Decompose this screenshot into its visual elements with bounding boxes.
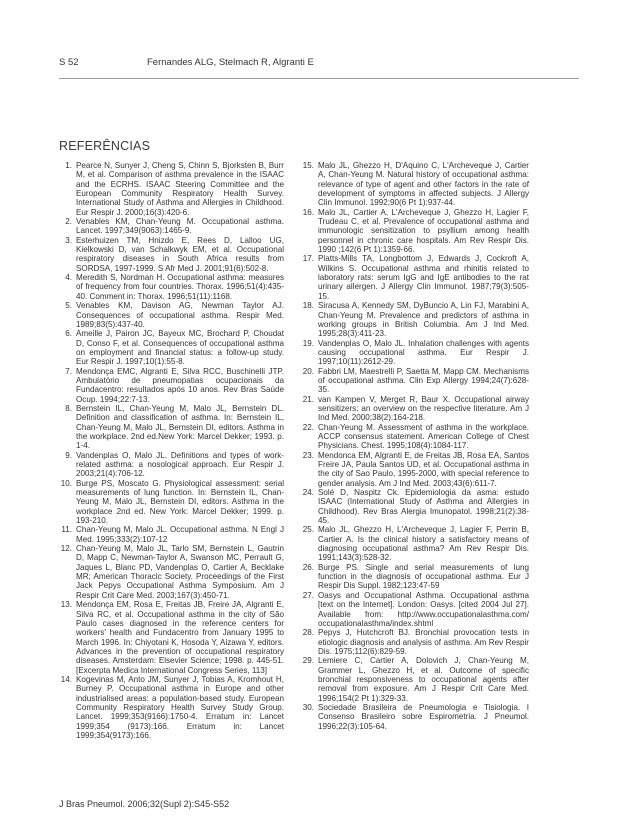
references-left-column [60,161,284,740]
reference-item [302,628,529,656]
reference-text: Fabbri LM, Maestrelli P, Saetta M, Mapp CM. Mechanisms of occupational asthma. Clin Exp Allergy 1994;24(7):628-35. [318,366,529,395]
reference-item [302,451,529,488]
reference-number: 23. [302,450,314,460]
reference-text: Sociedade Brasileira de Pneumologia e Tisiologia. I Consenso Brasileiro sobre Espirometria. J Pneumol. 1996;22(3):105-64. [318,702,529,731]
reference-number: 1. [65,161,72,170]
reference-item [302,703,529,731]
reference-text: Chan-Yeung M, Malo JL, Tarlo SM, Bernstein L, Gautrin D, Mapp C, Newman-Taylor A, Swanson MC, Perrault G, Jaques L, Blanc PD, Vandenplas O, Cartier A, Becklake MR; American Thoracic Society. Proceedings of the First Jack Pepys Occupational Asthma Symposium. Am J Respir Crit Care Med. 2003;167(3):450-71. [76,544,284,600]
reference-text: Mendonça EMC, Algranti E, Silva RCC, Buschinelli JTP. Ambulatório de pneumopatias ocupacionais da Fundacentro: resultados após 10 anos. Rev Bras Saúde Ocup. 1994;22:7-13. [76,366,284,404]
reference-item [60,600,284,675]
reference-text: Malo JL, Ghezzo H, D'Aquino C, L'Archeveque J, Cartier A, Chan-Yeung M. Natural history of occupational asthma: relevance of type of agent and other factors in the rate of development of symptoms in affected subjects. J Allergy Clin Immunol. 1992;90(6 Pt 1):937-44. [318,161,529,208]
reference-number: 2. [65,217,72,227]
reference-text: Solé D, Naspitz Ck. Epidemiologia da asma: estudo ISAAC (International Study of Asthma and Allergies in Childhood). Rev Bras Alergia Imunopatol. 1998;21(2):38-45. [318,488,529,526]
reference-text: Chan-Yeung M. Assessment of asthma in the workplace. ACCP consensus statement. American College of Chest Physicians. Chest. 1995;108(4):1084-117. [318,422,529,451]
reference-item [60,329,284,366]
reference-item [60,273,284,301]
reference-number: 28. [302,628,314,638]
reference-text: Bernstein IL, Chan-Yeung M, Malo JL, Bernstein DL. Definition and classification of asthma. In: Bernstein IL, Chan-Yeung M, Malo JL, Bernstein DI, editors. Asthma in the workplace. 2nd ed.New York: Marcel Dekker; 1993. p. 1-4. [76,403,284,451]
journal-citation-footer: J Bras Pneumol. 2006;32(Supl 2):S45-S52 [59,799,230,809]
reference-item [60,367,284,404]
references-right-column [302,161,529,731]
reference-text: Chan-Yeung M, Malo JL. Occupational asthma. N Engl J Med. 1995;333(2):107-12 [76,525,284,544]
page-header [59,57,579,73]
reference-number: 4. [65,273,72,283]
reference-item [60,404,284,451]
reference-text: Ameille J, Pairon JC, Bayeux MC, Brochard P, Choudat D, Conso F, et al. Consequences of occupational asthma on employment and financial status: a follow-up study. Eur Respir J. 1997;10(1):55-8. [76,329,284,367]
running-authors: Fernandes ALG, Stelmach R, Algranti E [147,57,314,68]
reference-item [302,395,529,423]
section-title: REFERÊNCIAS [59,139,151,153]
reference-text: Oasys and Occupational Asthma. Occupational asthma [text on the Internet]. London: Oasys. [cited 2004 Jul 27]. Available from: http://www.occupationalasthma.com/ occupationalasthma/index.shtml [318,590,529,628]
reference-number: 13. [60,600,72,610]
reference-number: 27. [302,590,314,600]
reference-number: 25. [302,525,314,535]
reference-number: 21. [302,394,314,404]
reference-number: 7. [65,366,72,376]
reference-text: Meredith S, Nordman H. Occupational asthma: measures of frequency from four countries. Thorax. 1996;51(4):435-40. Comment in: Thorax. 1996;51(11):1168. [76,273,284,301]
reference-number: 3. [65,235,72,245]
reference-number: 15. [302,161,314,170]
reference-item [302,301,529,338]
reference-item [60,525,284,544]
reference-text: Malo JL, Ghezzo H, L'Archeveque J, Lagier F, Perrin B, Cartier A. Is the clinical history a satisfactory means of diagnosing occupational asthma? Am Rev Respir Dis. 1991;143(3):528-32. [318,525,529,563]
reference-text: Kogevinas M, Anto JM, Sunyer J, Tobias A, Kromhout H, Burney P. Occupational asthma in Europe and other industrialised areas: a population-based study. European Community Respiratory Health Survey Study Group. Lancet. 1999;353(9166):1750-4. Erratum in: Lancet 1999;354 (9173):166. Erratum in: Lancet 1999;354(9173):166. [76,674,284,740]
reference-number: 22. [302,422,314,432]
reference-item [302,208,529,255]
reference-item [60,161,284,217]
reference-item [302,488,529,525]
reference-text: Mendonca EM, Algranti E, de Freitas JB, Rosa EA, Santos Freire JA, Paula Santos UD, et al. Occupational asthma in the city of Sao Paulo, 1995-2000, with special reference to gender analysis. Am J Ind Med. 2003;43(6):611-7. [318,450,529,488]
reference-item [302,367,529,395]
reference-text: Malo JL, Cartier A, L'Archeveque J, Ghezzo H, Lagier F, Trudeau C, et al. Prevalence of occupational asthma and immunologic sensitization to psyllium among health personnel in chronic care hospitals. Am Rev Respir Dis. 1990 ;142(6 Pt 1):1359-66. [318,207,529,255]
reference-number: 16. [302,207,314,217]
reference-number: 17. [302,254,314,264]
reference-text: Venables KM, Chan-Yeung M. Occupational asthma. Lancet. 1997;349(9063):1465-9. [76,217,284,236]
header-divider [59,78,579,79]
reference-number: 6. [65,329,72,339]
reference-number: 12. [60,544,72,554]
reference-item [60,236,284,273]
reference-item [60,301,284,329]
reference-number: 5. [65,301,72,311]
reference-number: 18. [302,301,314,311]
reference-item [302,339,529,367]
reference-text: Burge PS. Single and serial measurements of lung function in the diagnosis of occupational asthma. Eur J Respir Dis Suppl. 1982;123:47-59 [318,562,529,591]
reference-item [60,479,284,526]
reference-number: 8. [65,403,72,413]
reference-text: Platts-Mills TA, Longbottom J, Edwards J, Cockroft A, Wilkins S. Occupational asthma and rhinitis related to laboratory rats: serum IgG and IgE antibodies to the rat urinary allergen. J Allergy Clin Immunol. 1987;79(3):505-15. [318,254,529,301]
reference-item [302,423,529,451]
reference-text: Vandenplas O, Malo JL. Definitions and types of work-related asthma: a nosological approach. Eur Respir J. 2003;21(4):706-12. [76,450,284,479]
reference-number: 29. [302,656,314,666]
page-number: S 52 [59,57,79,68]
reference-item [302,563,529,591]
reference-number: 9. [65,450,72,460]
reference-number: 14. [60,674,72,684]
reference-item [302,525,529,562]
reference-item [302,161,529,208]
reference-text: Esterhuizen TM, Hnizdo E, Rees D, Lalloo UG, Kielkowski D, van Schalkwyk EM, et al. Occupational respiratory diseases in South Africa results from SORDSA, 1997-1999. S Afr Med J. 2001;91(6):502-8. [76,235,284,273]
reference-item [60,451,284,479]
reference-text: van Kampen V, Merget R, Baur X. Occupational airway sensitizers: an overview on the respective literature. Am J Ind Med. 2000;38(2):164-218. [318,394,529,423]
reference-number: 10. [60,478,72,488]
reference-number: 26. [302,562,314,572]
reference-text: Pearce N, Sunyer J, Cheng S, Chinn S, Bjorksten B, Burr M, et al. Comparison of asthma prevalence in the ISAAC and the ECRHS. ISAAC Steering Committee and the European Community Respiratory Health Survey. International Study of Asthma and Allergies in Childhood. Eur Respir J. 2000;16(3):420-6. [76,161,284,217]
reference-item [302,591,529,628]
reference-item [60,544,284,600]
reference-item [60,217,284,236]
reference-text: Venables KM, Davison AG, Newman Taylor AJ. Consequences of occupational asthma. Respir Med. 1989;83(5):437-40. [76,301,284,329]
reference-text: Pepys J, Hutchcroft BJ. Bronchial provocation tests in etiologic diagnosis and analysis of asthma. Am Rev Respir Dis. 1975;112(6):829-59. [318,628,529,656]
reference-number: 11. [61,525,72,535]
reference-number: 20. [302,366,314,376]
reference-text: Lemiere C, Cartier A, Dolovich J, Chan-Yeung M, Grammer L, Ghezzo H, et al. Outcome of specific bronchial responsiveness to occupational agents after removal from exposure. Am J Respir Crit Care Med. 1996;154(2 Pt 1):329-33. [318,656,529,703]
reference-text: Siracusa A, Kennedy SM, DyBuncio A, Lin FJ, Marabini A, Chan-Yeung M. Prevalence and predictors of asthma in working groups in British Columbia. Am J Ind Med. 1995;28(3):411-23. [318,301,529,339]
reference-text: Burge PS, Moscato G. Physiological assessment: serial measurements of lung function. In: Bernstein IL, Chan-Yeung M, Malo JL, Bernstein DI, editors. Asthma in the workplace 2nd ed. New York: Marcel Dekker; 1999. p. 193-210. [76,478,284,526]
reference-text: Vandenplas O, Malo JL. Inhalation challenges with agents causing occupational asthma. Eur Respir J. 1997;10(11):2612-29. [318,338,529,367]
reference-text: Mendonça EM, Rosa E, Freitas JB, Freire JA, Algranti E, Silva RC, et al. Occupational asthma in the city of São Paulo cases diagnosed in the reference centers for workers' health and Fundacentro from January 1995 to March 1996. In: Chiyotani K, Hosoda Y, Aizawa Y, editors. Advances in the prevention of occupational respiratory diseases. Amsterdam: Elsevier Science; 1998. p. 445-51. [Excerpta Medica International Congress Series, 113] [76,600,284,675]
reference-number: 19. [302,338,314,348]
reference-item [60,675,284,740]
reference-item [302,656,529,703]
reference-number: 24. [302,488,314,498]
reference-item [302,254,529,301]
reference-number: 30. [302,702,314,712]
